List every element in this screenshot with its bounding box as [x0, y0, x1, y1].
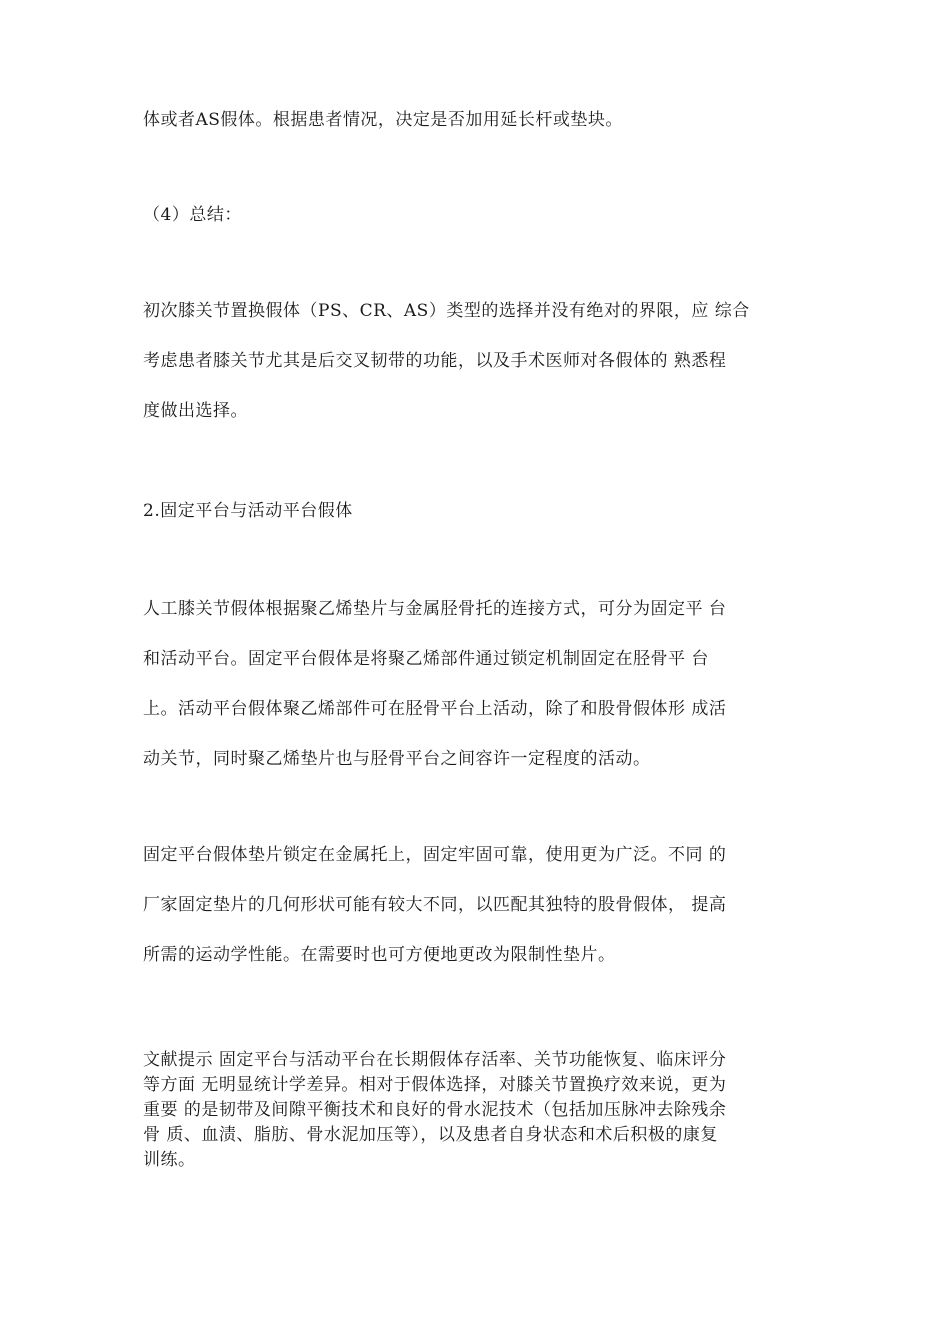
text-line: （4）总结： [143, 205, 242, 225]
text-line: 上。活动平台假体聚乙烯部件可在胫骨平台上活动，除了和股骨假体形 成活 [143, 699, 727, 719]
text-line: 动关节，同时聚乙烯垫片也与胫骨平台之间容许一定程度的活动。 [143, 749, 651, 769]
text-line: 和活动平台。固定平台假体是将聚乙烯部件通过锁定机制固定在胫骨平 台 [143, 649, 709, 669]
text-line: 度做出选择。 [143, 401, 248, 421]
text-line: 初次膝关节置换假体（PS、CR、AS）类型的选择并没有绝对的界限，应 综合 [143, 301, 750, 321]
paragraph-summary [143, 286, 823, 436]
text-line: 2.固定平台与活动平台假体 [143, 501, 353, 521]
text-line: 训练。 [143, 1150, 196, 1170]
heading-summary [143, 190, 823, 240]
text-line: 所需的运动学性能。在需要时也可方便地更改为限制性垫片。 [143, 945, 616, 965]
text-line: 体或者AS假体。根据患者情况，决定是否加用延长杆或垫块。 [143, 110, 623, 130]
paragraph-literature-note [143, 1048, 823, 1173]
text-line: 考虑患者膝关节尤其是后交叉韧带的功能，以及手术医师对各假体的 熟悉程 [143, 351, 727, 371]
text-line: 骨 质、血渍、脂肪、骨水泥加压等），以及患者自身状态和术后积极的康复 [143, 1125, 718, 1145]
paragraph-platform-intro [143, 584, 823, 784]
text-line: 等方面 无明显统计学差异。相对于假体选择，对膝关节置换疗效来说，更为 [143, 1075, 727, 1095]
text-line: 厂家固定垫片的几何形状可能有较大不同，以匹配其独特的股骨假体， 提高 [143, 895, 727, 915]
paragraph-prosthesis-choice-end [143, 95, 823, 145]
paragraph-fixed-platform [143, 830, 823, 980]
text-line: 重要 的是韧带及间隙平衡技术和良好的骨水泥技术（包括加压脉冲去除残余 [143, 1100, 727, 1120]
text-line: 文献提示 固定平台与活动平台在长期假体存活率、关节功能恢复、临床评分 [143, 1050, 727, 1070]
section-heading-platform [143, 486, 823, 536]
text-line: 固定平台假体垫片锁定在金属托上，固定牢固可靠，使用更为广泛。不同 的 [143, 845, 727, 865]
text-line: 人工膝关节假体根据聚乙烯垫片与金属胫骨托的连接方式，可分为固定平 台 [143, 599, 727, 619]
